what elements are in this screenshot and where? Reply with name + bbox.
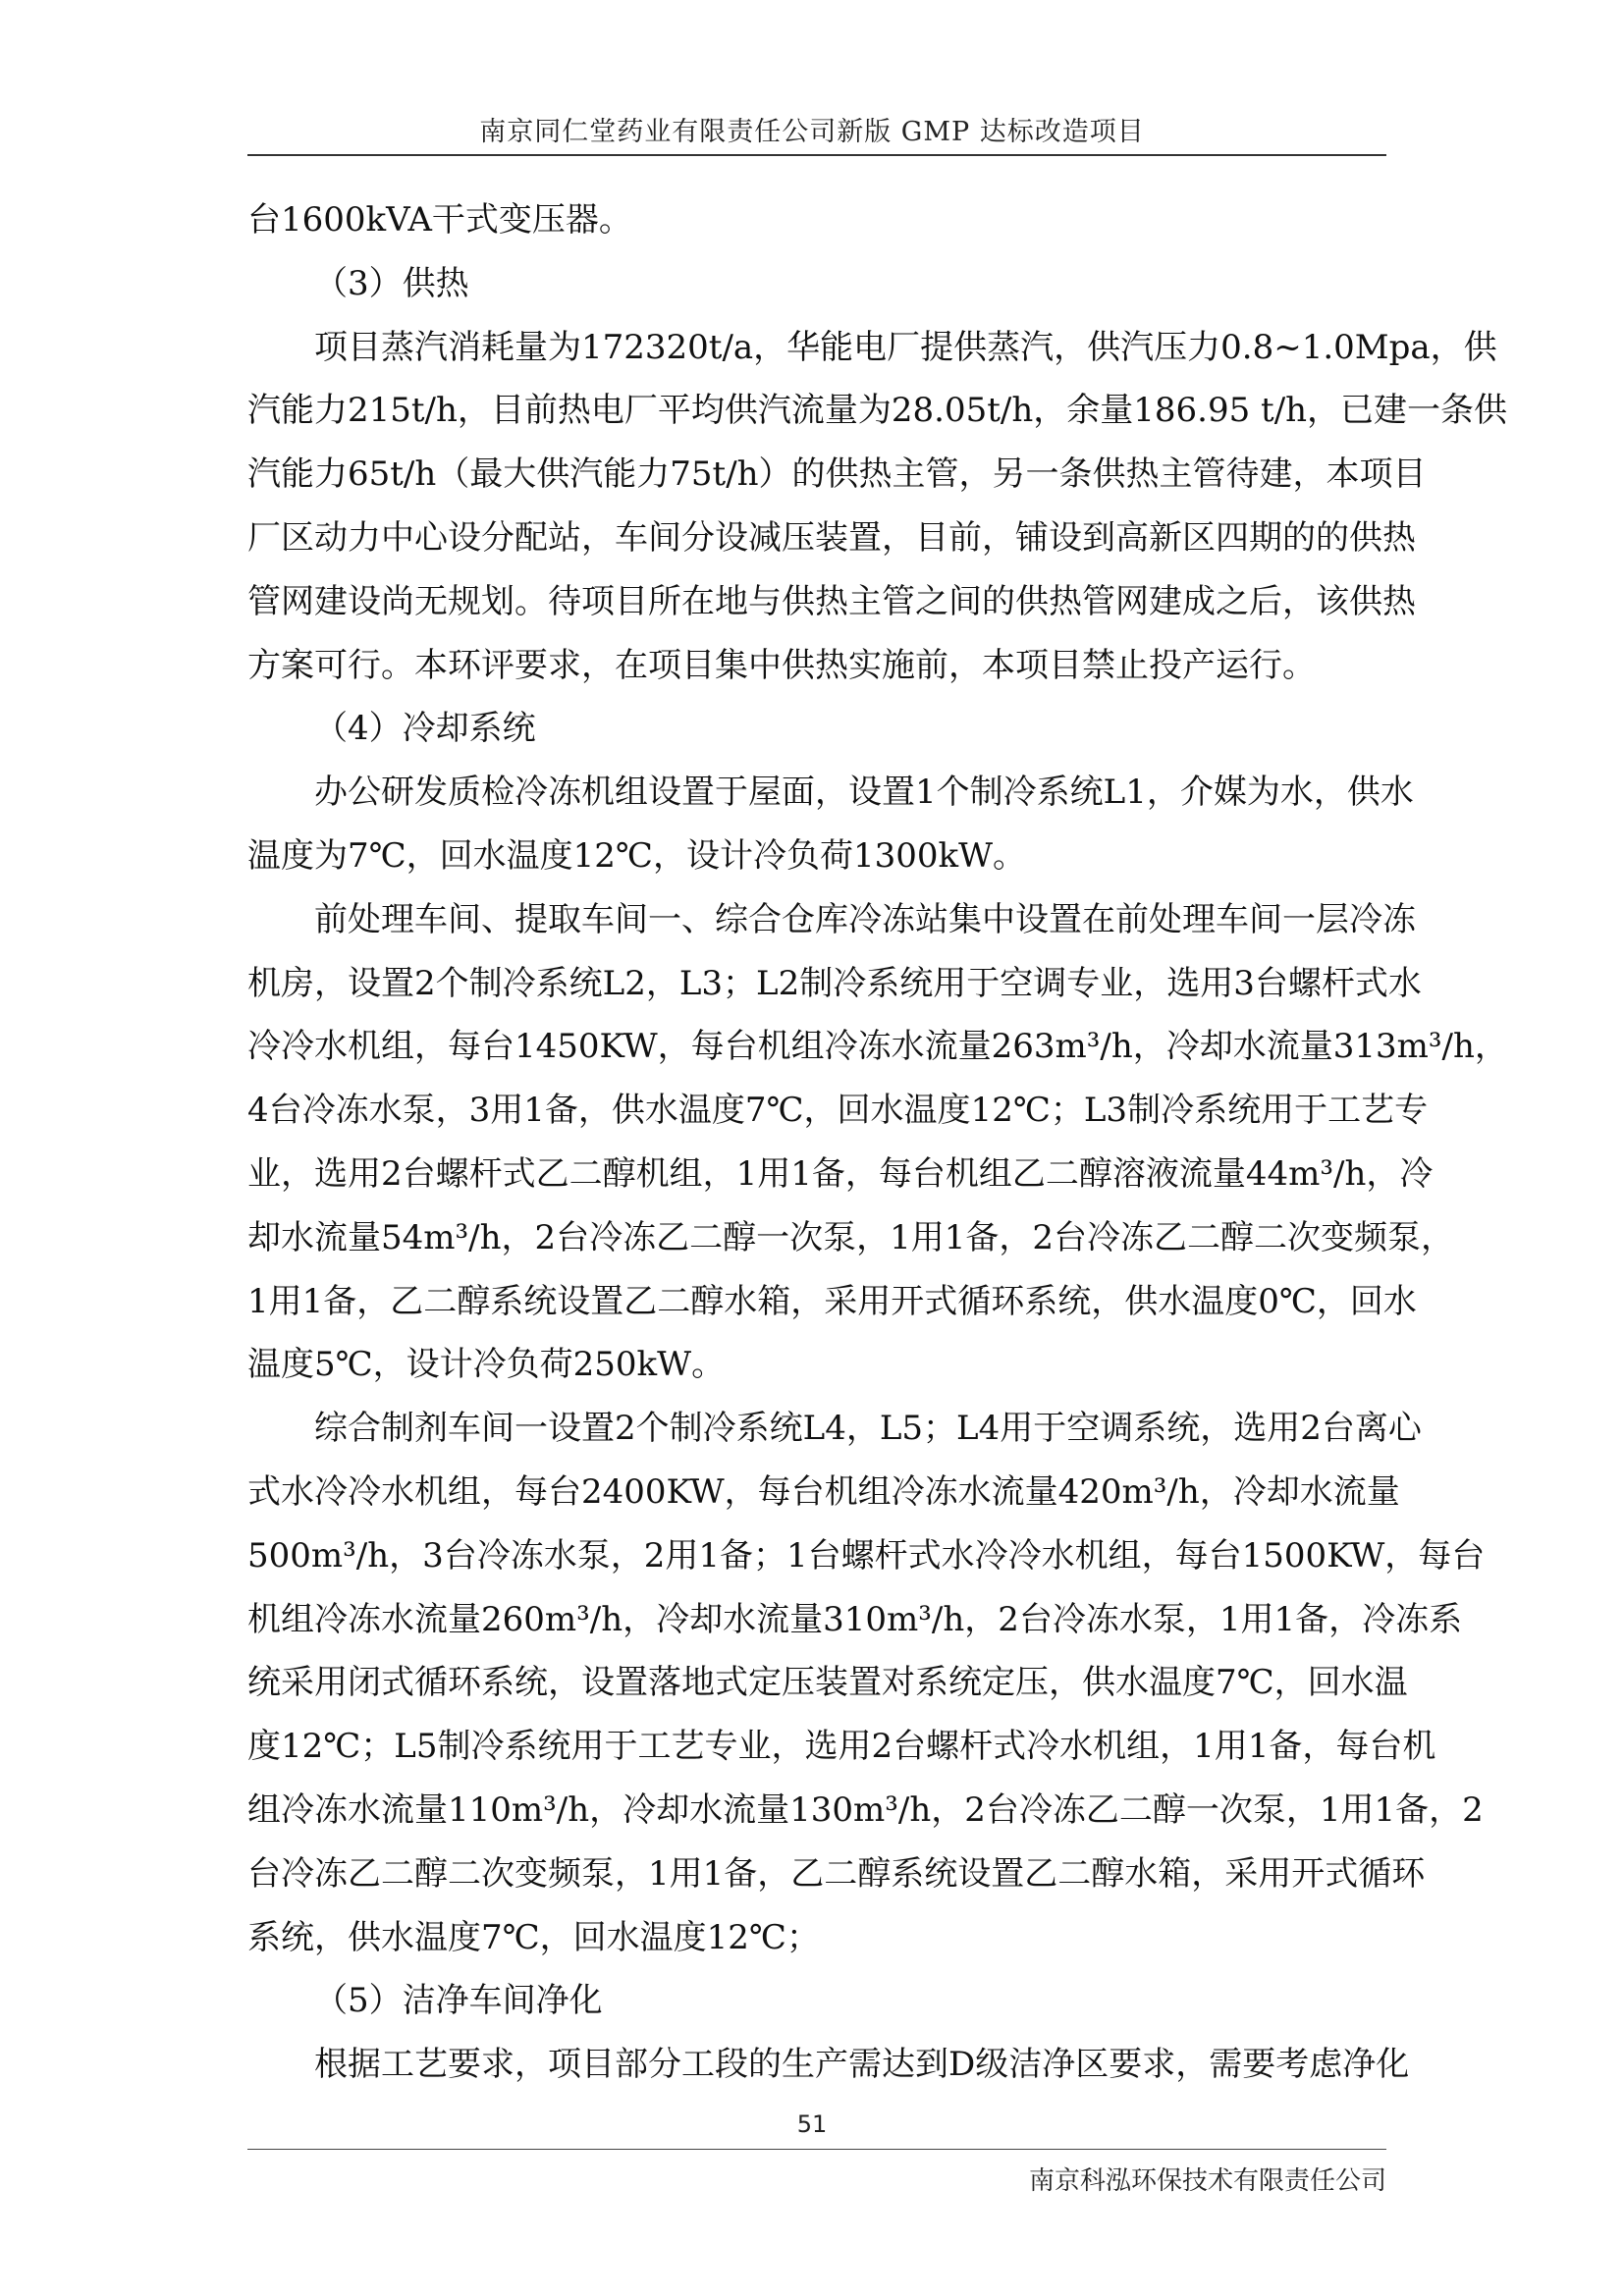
- text-line: 项目蒸汽消耗量为172320t/a，华能电厂提供蒸汽，供汽压力0.8~1.0Mpa，供: [314, 327, 1497, 367]
- text-line: 温度5℃，设计冷负荷250kW。: [247, 1345, 726, 1385]
- text-line: 厂区动力中心设分配站，车间分设减压装置，目前，铺设到高新区四期的的供热: [247, 517, 1416, 558]
- text-line: 式水冷冷水机组，每台2400KW，每台机组冷冻水流量420m³/h，冷却水流量: [247, 1471, 1400, 1512]
- text-line: 台冷冻乙二醇二次变频泵，1用1备，乙二醇系统设置乙二醇水箱，采用开式循环: [247, 1853, 1426, 1894]
- text-line: 统采用闭式循环系统，设置落地式定压装置对系统定压，供水温度7℃，回水温: [247, 1663, 1408, 1703]
- text-line: 却水流量54m³/h，2台冷冻乙二醇一次泵，1用1备，2台冷冻乙二醇二次变频泵，: [247, 1217, 1455, 1257]
- text-line: 综合制剂车间一设置2个制冷系统L4，L5；L4用于空调系统，选用2台离心: [314, 1409, 1422, 1449]
- footer-divider: [247, 2149, 1386, 2150]
- footer-company-name: 南京科泓环保技术有限责任公司: [1028, 2166, 1386, 2196]
- page-header-title: 南京同仁堂药业有限责任公司新版 GMP 达标改造项目: [479, 117, 1145, 147]
- section-heading-heating: （3）供热: [314, 263, 469, 303]
- document-body: [247, 188, 1508, 2097]
- header-divider: [247, 154, 1386, 156]
- text-line: 汽能力65t/h（最大供汽能力75t/h）的供热主管，另一条供热主管待建，本项目: [247, 454, 1427, 495]
- text-line: 方案可行。本环评要求，在项目集中供热实施前，本项目禁止投产运行。: [247, 645, 1316, 685]
- section-heading-cooling: （4）冷却系统: [314, 709, 536, 749]
- text-line: 1用1备，乙二醇系统设置乙二醇水箱，采用开式循环系统，供水温度0℃，回水: [247, 1281, 1417, 1321]
- text-line: 机房，设置2个制冷系统L2，L3；L2制冷系统用于空调专业，选用3台螺杆式水: [247, 963, 1422, 1003]
- text-line: 4台冷冻水泵，3用1备，供水温度7℃，回水温度12℃；L3制冷系统用于工艺专: [247, 1091, 1429, 1131]
- text-line: 根据工艺要求，项目部分工段的生产需达到D级洁净区要求，需要考虑净化: [314, 2045, 1410, 2085]
- text-line: 度12℃；L5制冷系统用于工艺专业，选用2台螺杆式冷水机组，1用1备，每台机: [247, 1727, 1436, 1767]
- section-heading-cleanroom: （5）洁净车间净化: [314, 1981, 603, 2021]
- text-line: 500m³/h，3台冷冻水泵，2用1备；1台螺杆式水冷冷水机组，每台1500KW，每台: [247, 1535, 1486, 1575]
- text-line: 系统，供水温度7℃，回水温度12℃；: [247, 1917, 820, 1957]
- text-line: 温度为7℃，回水温度12℃，设计冷负荷1300kW。: [247, 835, 1027, 876]
- text-line: 汽能力215t/h，目前热电厂平均供汽流量为28.05t/h，余量186.95 t/h，已建一条供: [247, 391, 1508, 431]
- text-line: 前处理车间、提取车间一、综合仓库冷冻站集中设置在前处理车间一层冷冻: [314, 899, 1416, 939]
- text-line: 业，选用2台螺杆式乙二醇机组，1用1备，每台机组乙二醇溶液流量44m³/h，冷: [247, 1153, 1434, 1194]
- text-line: 组冷冻水流量110m³/h，冷却水流量130m³/h，2台冷冻乙二醇一次泵，1用1备，2: [247, 1789, 1484, 1830]
- text-line: 台1600kVA干式变压器。: [247, 200, 632, 240]
- text-line: 办公研发质检冷冻机组设置于屋面，设置1个制冷系统L1，介媒为水，供水: [314, 773, 1414, 813]
- text-line: 机组冷冻水流量260m³/h，冷却水流量310m³/h，2台冷冻水泵，1用1备，冷冻系: [247, 1599, 1463, 1639]
- page-number: 51: [796, 2110, 828, 2138]
- text-line: 冷冷水机组，每台1450KW，每台机组冷冻水流量263m³/h，冷却水流量313m³/h，: [247, 1027, 1508, 1067]
- text-line: 管网建设尚无规划。待项目所在地与供热主管之间的供热管网建成之后，该供热: [247, 581, 1416, 621]
